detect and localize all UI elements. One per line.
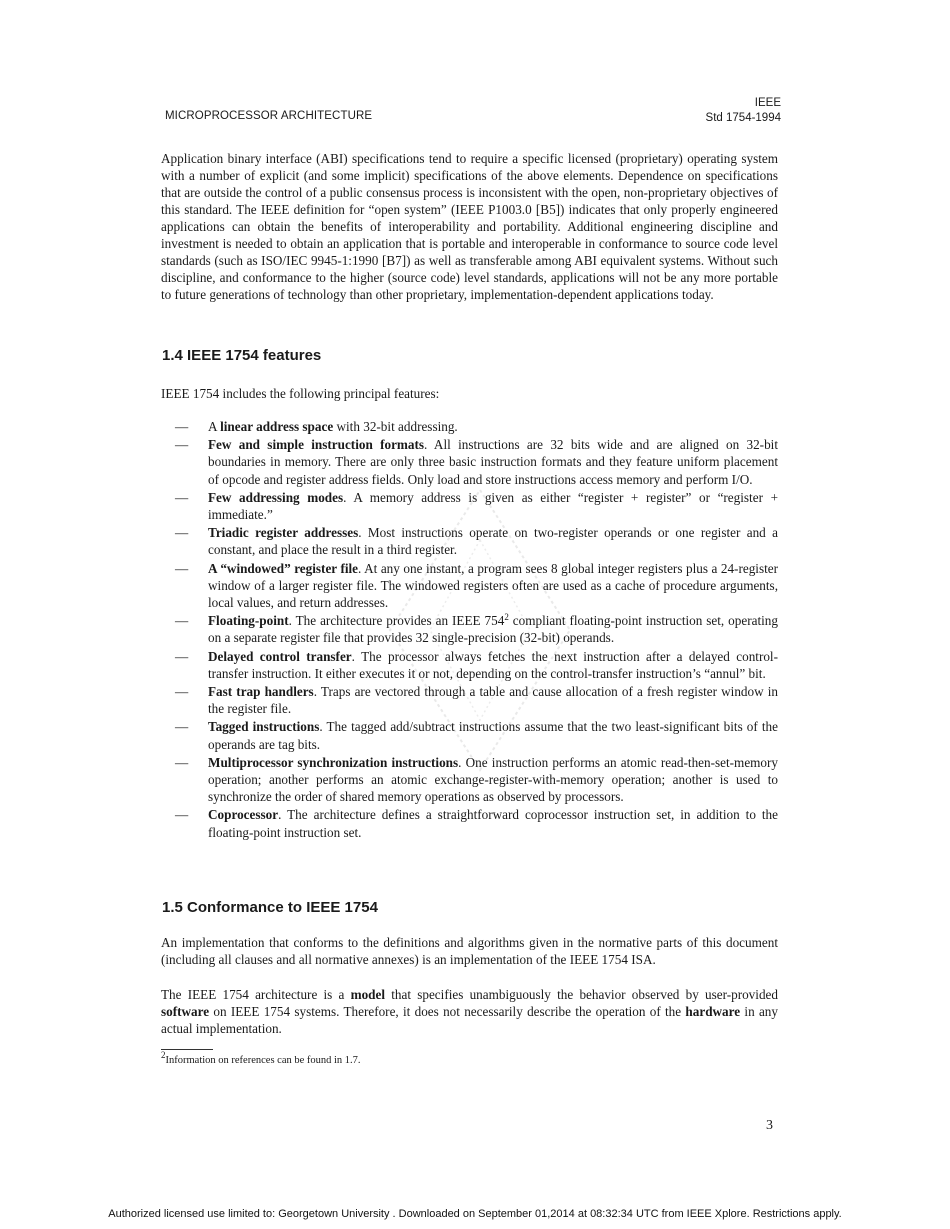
feature-text: . Traps are vectored through a table and cause allocation of a fresh register window in the register file.: [208, 684, 779, 717]
feature-text: . One instruction performs an atomic read-then-set-memory operation; another performs an atomic exchange-register-with-memory operation; another is used to synchronize the order of shared memory operations as observed by processors.: [208, 754, 779, 805]
features-list: [175, 418, 778, 842]
list-dash: —: [175, 807, 189, 823]
running-header-standard: [706, 96, 781, 126]
conformance-paragraph-2: [161, 986, 778, 1037]
para-text: in any actual implementation.: [161, 1004, 778, 1036]
emphasis-model: model: [350, 987, 386, 1002]
license-footer-notice: Authorized licensed use limited to: Georgetown University . Downloaded on September 01,2014 at 08:32:34 UTC from IEEE Xplore. Restrictions apply.: [108, 1208, 842, 1220]
section-1-4-heading: 1.4 IEEE 1754 features: [162, 347, 322, 364]
feature-item-tagged-instructions: [175, 718, 778, 752]
section-1-4-lead: IEEE 1754 includes the following principal features:: [161, 386, 440, 401]
para-text: The IEEE 1754 architecture is a: [161, 987, 351, 1002]
feature-term: linear address space: [220, 419, 334, 434]
feature-item-windowed-register-file: [175, 560, 778, 612]
list-dash: —: [175, 525, 189, 541]
list-dash: —: [175, 648, 189, 664]
footnote-marker: 2: [161, 1050, 166, 1060]
feature-text: . A memory address is given as either “register + register” or “register + immediate.”: [208, 489, 779, 523]
feature-item-multiprocessor-sync: [175, 754, 778, 806]
footnote-reference: 2: [504, 612, 509, 623]
feature-text: . The architecture defines a straightforward coprocessor instruction set, in addition to the floating-point instruction set.: [208, 807, 778, 840]
list-dash: —: [175, 754, 189, 770]
page-number: 3: [766, 1118, 773, 1133]
feature-term: Coprocessor: [208, 807, 279, 823]
para-text: that specifies unambiguously the behavior observed by user-provided: [385, 987, 778, 1002]
feature-term: A “windowed” register file: [208, 560, 359, 576]
feature-item-delayed-control-transfer: [175, 648, 778, 682]
feature-term: Delayed control transfer: [208, 648, 352, 664]
running-header-title: MICROPROCESSOR ARCHITECTURE: [165, 110, 373, 122]
item-pre: A: [208, 419, 221, 434]
footnote: [161, 1050, 361, 1066]
feature-text: . At any one instant, a program sees 8 global integer registers plus a 24-register window of a larger register file. The windowed registers often are used as a cache of procedure arguments, local values, and return addresses.: [208, 560, 778, 611]
feature-text-continued: compliant floating-point instruction set, operating on a separate register file that provides 32 single-precision (32-bit) operands.: [208, 613, 778, 646]
feature-item-addressing-modes: [175, 489, 778, 523]
footnote-text: Information on references can be found in 1.7.: [165, 1055, 361, 1066]
feature-text: with 32-bit addressing.: [333, 419, 458, 434]
list-dash: —: [175, 437, 189, 453]
feature-text: . The tagged add/subtract instructions assume that the two least-significant bits of the operands are tag bits.: [208, 719, 778, 752]
header-std-number: Std 1754-1994: [705, 112, 781, 124]
feature-item-fast-trap-handlers: [175, 683, 778, 717]
feature-term: Few addressing modes: [208, 489, 344, 505]
list-dash: —: [175, 719, 189, 735]
feature-term: Multiprocessor synchronization instructions: [208, 754, 459, 770]
feature-item-floating-point: [175, 612, 778, 646]
feature-item-coprocessor: [175, 806, 778, 840]
feature-term: Triadic register addresses: [208, 525, 359, 541]
feature-text: . All instructions are 32 bits wide and are aligned on 32-bit boundaries in memory. There are only three basic instruction formats and they feature uniform placement of opcode and register address fields. Only load and store instructions access memory and perform I/O.: [208, 437, 778, 487]
emphasis-software: software: [161, 1004, 210, 1019]
footnote-divider: [161, 1049, 213, 1050]
feature-item-instruction-formats: [175, 436, 778, 488]
feature-text: . The processor always fetches the next instruction after a delayed control-transfer instruction. It either executes it or not, depending on the control-transfer instruction’s “annul” bit.: [208, 648, 778, 681]
list-dash: —: [175, 560, 189, 576]
header-ieee-label: IEEE: [754, 97, 781, 109]
feature-item-triadic-registers: [175, 524, 778, 558]
list-dash: —: [175, 419, 189, 434]
section-1-5-heading: 1.5 Conformance to IEEE 1754: [162, 899, 378, 916]
list-dash: —: [175, 684, 189, 700]
list-dash: —: [175, 489, 189, 505]
list-dash: —: [175, 613, 189, 629]
feature-text: . Most instructions operate on two-register operands or one register and a constant, and place the result in a third register.: [208, 525, 778, 558]
feature-term: Tagged instructions: [208, 719, 320, 735]
para-text: on IEEE 1754 systems. Therefore, it does not necessarily describe the operation of the: [209, 1004, 686, 1019]
feature-text: . The architecture provides an IEEE 754: [288, 613, 505, 629]
conformance-paragraph-1: An implementation that conforms to the definitions and algorithms given in the normative parts of this document (including all clauses and all normative annexes) is an implementation of the IEEE 1754 ISA.: [161, 935, 778, 967]
feature-term: Floating-point: [208, 613, 289, 629]
intro-paragraph: Application binary interface (ABI) specifications tend to require a specific licensed (proprietary) operating system with a number of explicit (and some implicit) specifications of the above elements. Dependence on specifications that are outside the control of a public consensus process is inconsistent with the open, non-proprietary objectives of this standard. The IEEE definition for “open system” (IEEE P1003.0 [B5]) indicates that only properly engineered applications can obtain the benefits of interoperability and portability. Additional engineering discipline and investment is needed to obtain an application that is portable and interoperable in conformance to source code level standards (such as ISO/IEC 9945-1:1990 [B7]) as well as transferable among ABI equivalent systems. Without such discipline, and conformance to the higher (source code) level standards, applications will not be any more portable to future generations of technology than other proprietary, implementation-dependent applications today.: [161, 151, 778, 302]
feature-term: Fast trap handlers: [208, 684, 314, 700]
feature-term: Few and simple instruction formats: [208, 437, 425, 453]
emphasis-hardware: hardware: [685, 1004, 741, 1019]
feature-item-linear-address: [175, 418, 778, 435]
